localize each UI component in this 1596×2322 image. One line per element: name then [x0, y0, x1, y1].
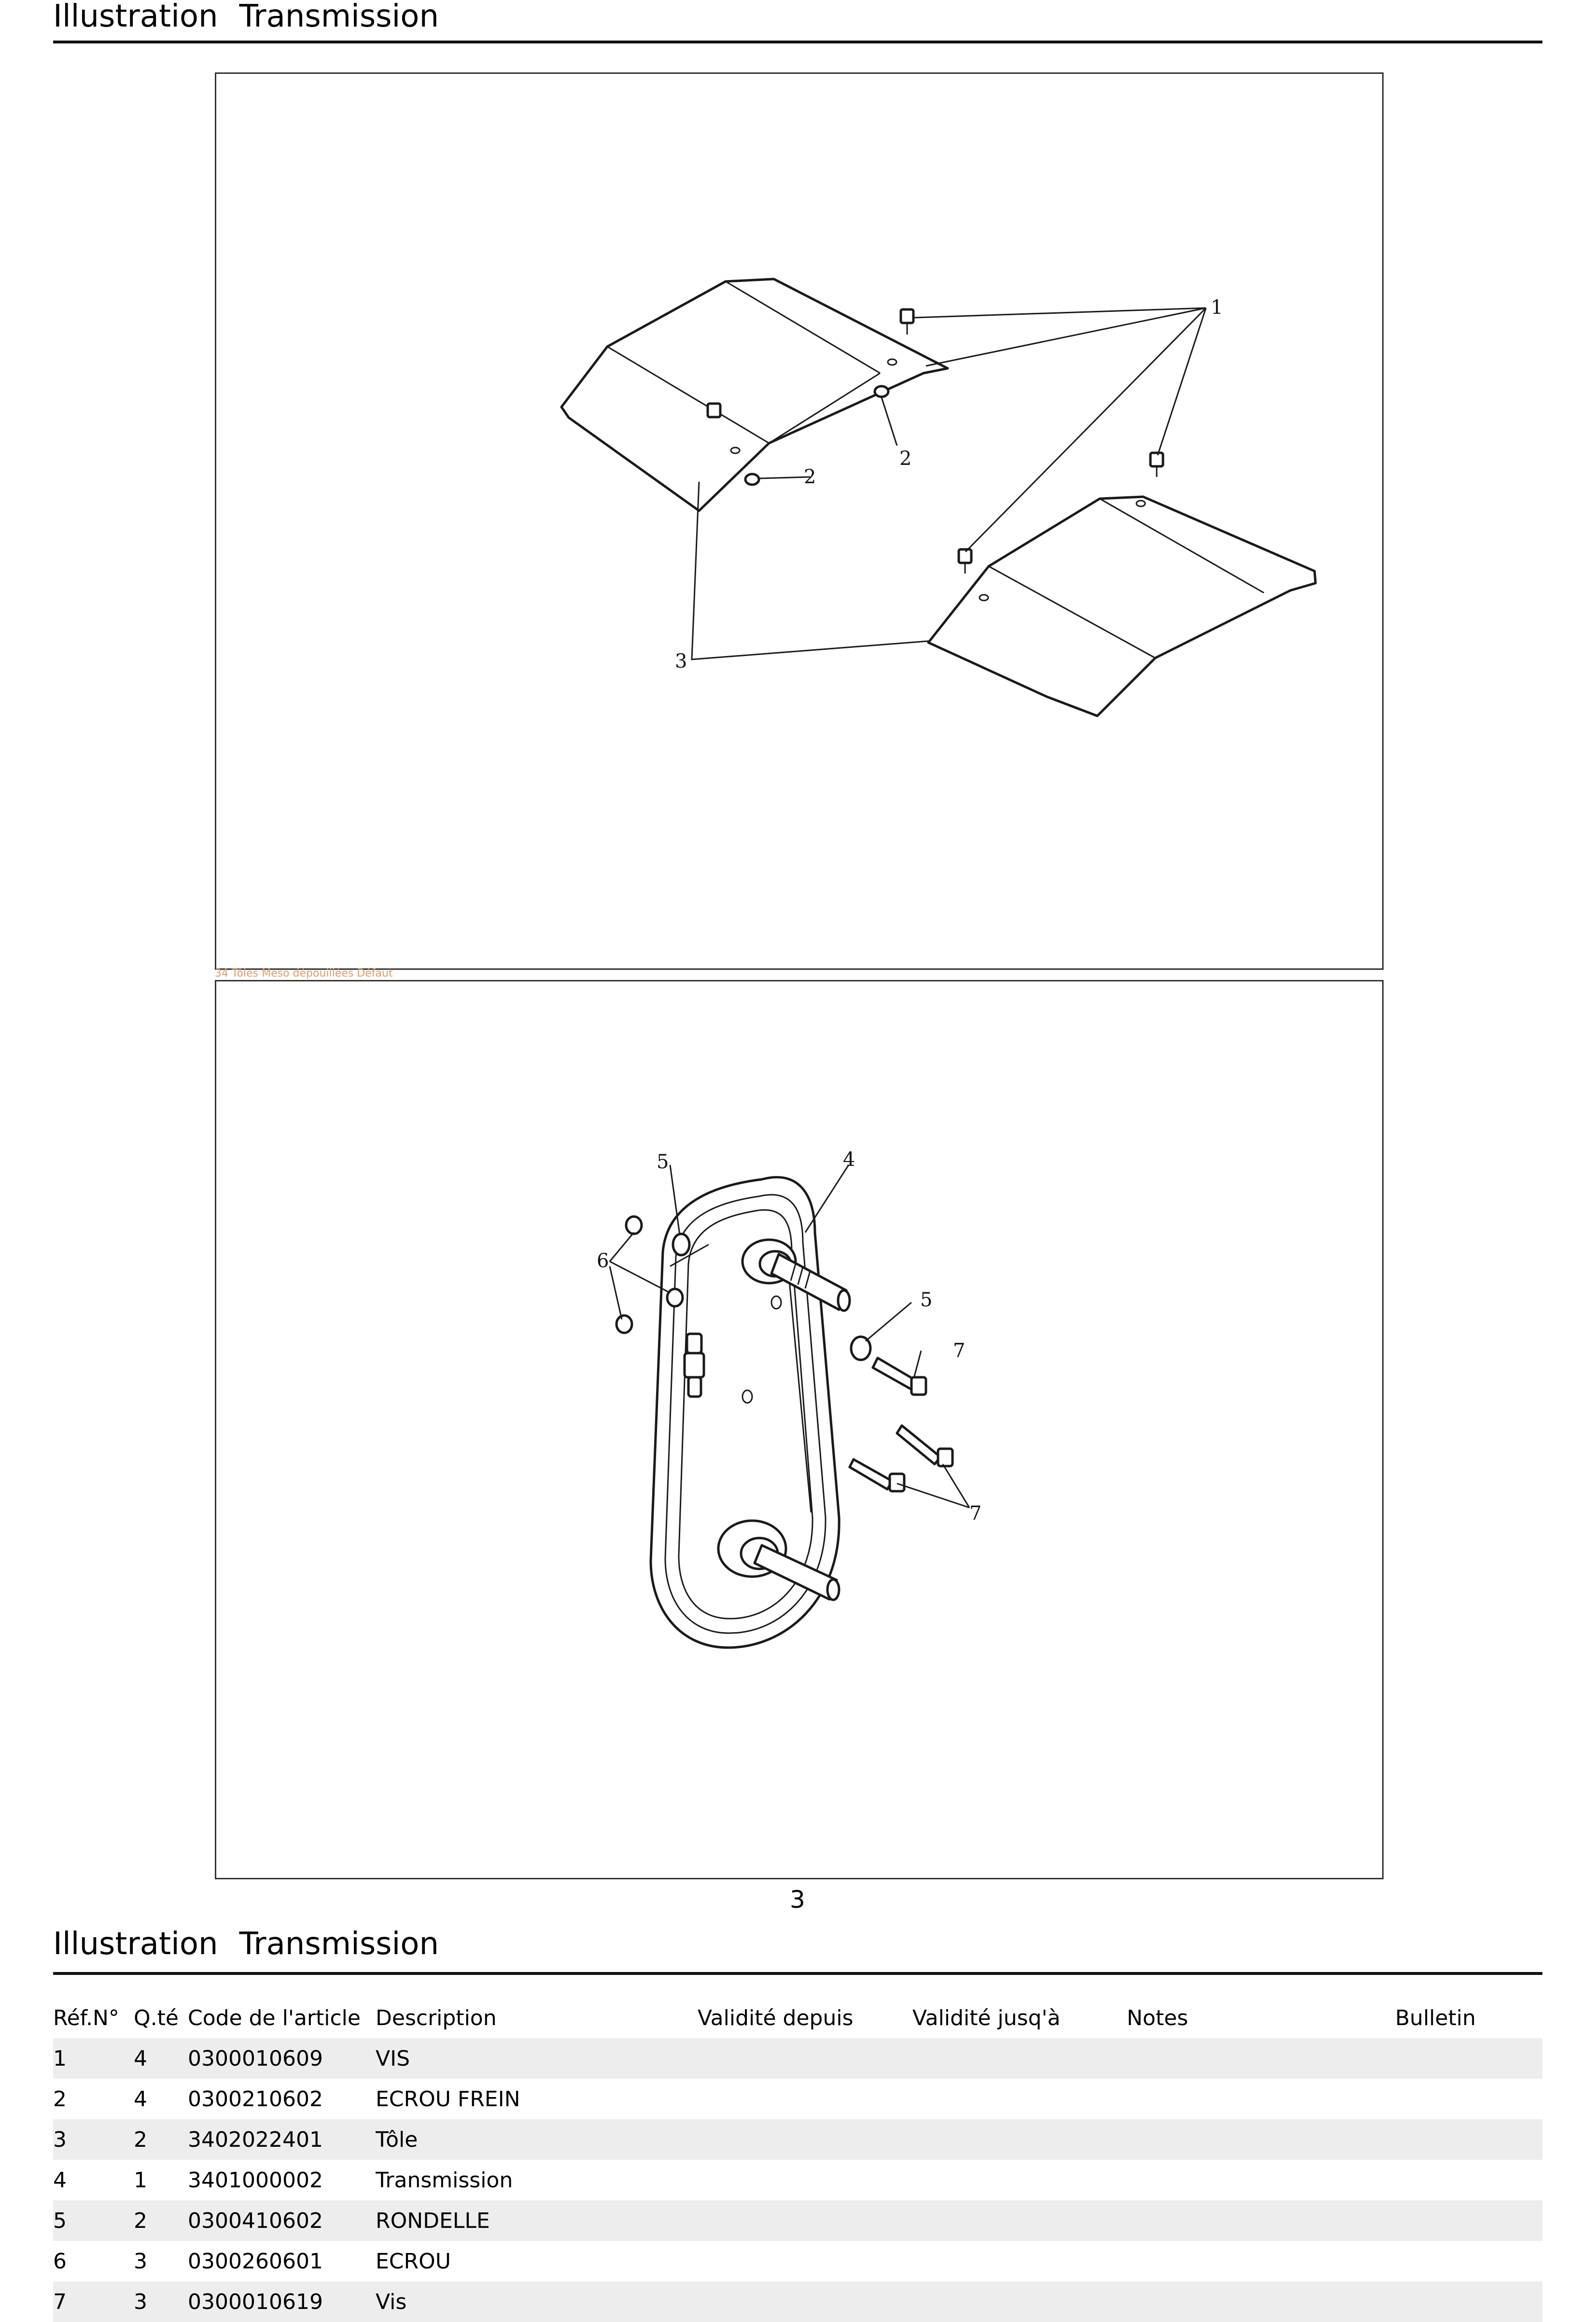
callout-7-bottom: 7	[969, 1502, 982, 1525]
col-header-code: Code de l'article	[188, 2005, 361, 2030]
callout-5-right: 5	[920, 1289, 933, 1311]
cell-ref: 1	[53, 2038, 134, 2079]
cell-code: 0300010619	[188, 2281, 376, 2322]
cell-qty: 2	[134, 2200, 188, 2241]
cell-code: 0300010609	[188, 2038, 376, 2079]
cell-code: 3402022401	[188, 2119, 376, 2160]
callout-4: 4	[843, 1148, 855, 1171]
callout-3: 3	[675, 650, 687, 672]
col-header-ref: Réf.N°	[53, 2005, 119, 2030]
table-header-row	[53, 1998, 1542, 2038]
header-title-word2: Transmission	[239, 0, 439, 34]
table-row	[53, 2281, 1542, 2322]
cell-ref: 2	[53, 2086, 67, 2112]
cell-description: RONDELLE	[376, 2200, 698, 2241]
cell-description: ECROU	[376, 2249, 451, 2274]
illustration-frame-transmission	[215, 980, 1384, 1879]
col-header-valid-from: Validité depuis	[698, 2005, 854, 2030]
plates-drawing	[216, 74, 1382, 968]
cell-ref: 5	[53, 2200, 134, 2241]
cell-ref: 6	[53, 2249, 67, 2274]
col-header-bulletin: Bulletin	[1395, 2005, 1476, 2030]
callout-2-left: 2	[804, 466, 816, 488]
cell-description: Transmission	[376, 2168, 513, 2193]
table-row	[53, 2038, 1542, 2079]
cell-description: Tôle	[376, 2119, 698, 2160]
col-header-valid-until: Validité jusq'à	[912, 2005, 1061, 2030]
section-header-top	[53, 1, 1542, 43]
cell-qty: 3	[134, 2249, 147, 2274]
cell-ref: 3	[53, 2119, 134, 2160]
parts-table	[53, 1998, 1542, 2322]
side-fitting	[685, 1334, 704, 1397]
cell-qty: 4	[134, 2038, 188, 2079]
table-row	[53, 2119, 1542, 2160]
callout-7-top: 7	[953, 1340, 966, 1362]
cell-qty: 2	[134, 2119, 188, 2160]
callout-1: 1	[1211, 296, 1223, 319]
header-title-word1: Illustration	[53, 0, 218, 34]
col-header-notes: Notes	[1127, 2005, 1189, 2030]
table-row	[53, 2200, 1542, 2241]
transmission-drawing	[216, 981, 1382, 1878]
section-header-bottom	[53, 1926, 1542, 1975]
callout-2-right: 2	[899, 448, 912, 470]
header-title-word1: Illustration	[53, 1926, 218, 1962]
cell-description: ECROU FREIN	[376, 2086, 520, 2112]
col-header-qty: Q.té	[134, 2005, 179, 2030]
page-number: 3	[790, 1886, 805, 1914]
cell-qty: 3	[134, 2281, 188, 2322]
callout-5-top: 5	[657, 1151, 669, 1173]
col-header-description: Description	[376, 2005, 497, 2030]
cell-qty: 4	[134, 2086, 147, 2112]
header-title-word2: Transmission	[239, 1926, 439, 1962]
illustration-caption: 34 Tôles Meso dépouillées Défaut	[215, 967, 393, 979]
cell-qty: 1	[134, 2168, 147, 2193]
cell-description: VIS	[376, 2038, 698, 2079]
illustration-frame-plates	[215, 72, 1384, 970]
table-row	[53, 2241, 1542, 2281]
table-row	[53, 2160, 1542, 2200]
cell-code: 0300260601	[188, 2249, 323, 2274]
cell-code: 0300410602	[188, 2200, 376, 2241]
cell-description: Vis	[376, 2281, 698, 2322]
cell-code: 0300210602	[188, 2086, 323, 2112]
callout-6: 6	[597, 1250, 609, 1272]
table-row	[53, 2079, 1542, 2119]
cell-ref: 7	[53, 2281, 134, 2322]
cell-code: 3401000002	[188, 2168, 323, 2193]
cell-ref: 4	[53, 2168, 67, 2193]
